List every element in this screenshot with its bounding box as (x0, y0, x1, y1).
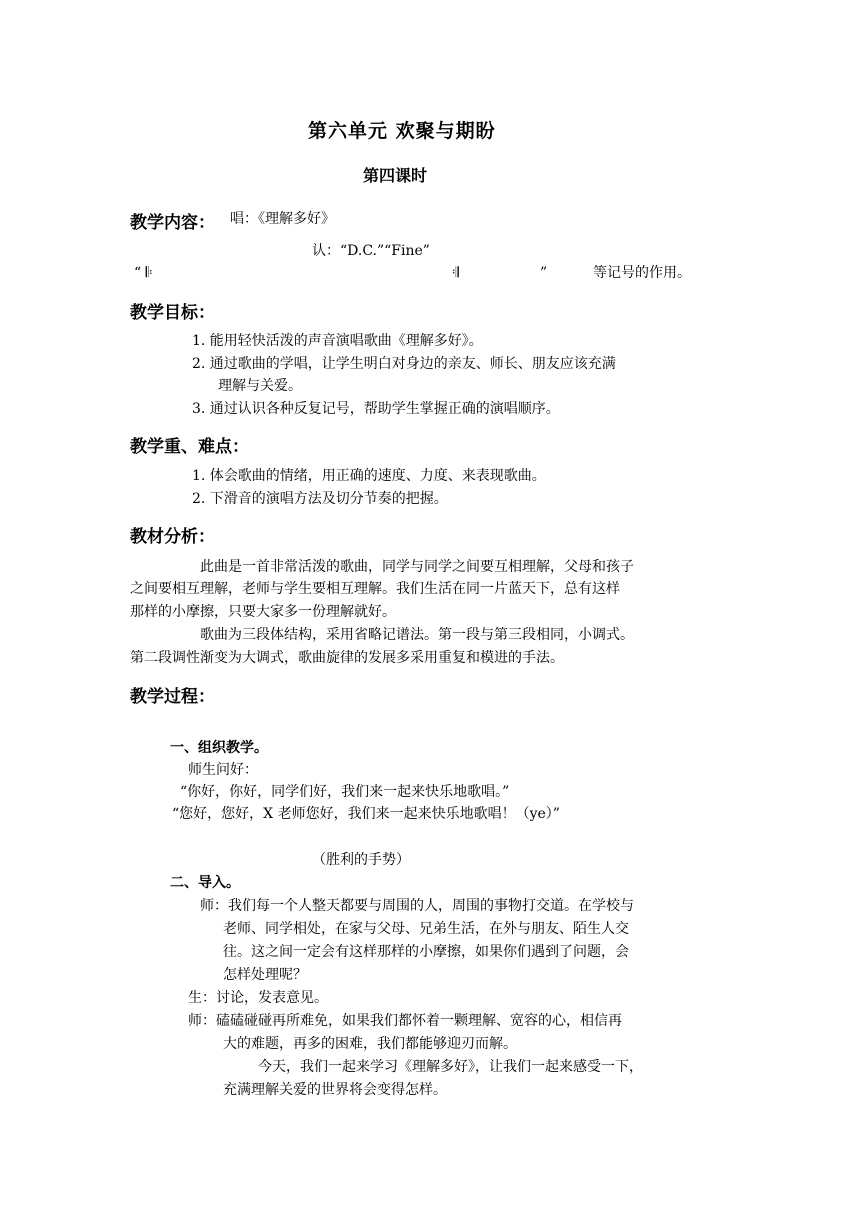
goal-item-continued: 理解与关爱。 (218, 378, 302, 394)
keypoints-heading: 教学重、难点： (130, 437, 249, 457)
process-line: 今天，我们一起来学习《理解多好》，让我们一起来感受一下， (258, 1059, 643, 1075)
content-recognize: 认：“D.C.”“Fine” (312, 243, 430, 259)
process-line: 生：讨论，发表意见。 (188, 990, 328, 1006)
analysis-line: 之间要相互理解，老师与学生要相互理解。我们生活在同一片蓝天下，总有这样 (130, 581, 620, 597)
process-line: 师：磕磕碰碰再所难免，如果我们都怀着一颗理解、宽容的心，相信再 (188, 1013, 622, 1029)
goal-item: 3. 通过认识各种反复记号，帮助学生掌握正确的演唱顺序。 (192, 401, 560, 417)
process-line: 充满理解关爱的世界将会变得怎样。 (223, 1082, 447, 1098)
goal-item: 1. 能用轻快活泼的声音演唱歌曲《理解多好》。 (192, 333, 483, 349)
section-title: 一、组织教学。 (170, 740, 268, 756)
process-line: “你好，你好，同学们好，我们来一起来快乐地歌唱。” (180, 784, 510, 800)
goal-item: 2. 通过歌曲的学唱，让学生明白对身边的亲友、师长、朋友应该充满 (192, 356, 616, 372)
process-line: 老师、同学相处，在家与父母、兄弟生活，在外与朋友、陌生人交 (223, 921, 629, 937)
analysis-line: 歌曲为三段体结构，采用省略记谱法。第一段与第三段相同，小调式。 (200, 627, 634, 643)
content-heading: 教学内容： (130, 213, 215, 233)
process-line: （胜利的手势） (312, 852, 410, 868)
quote-close: ” (540, 265, 548, 281)
page-title: 第六单元 欢聚与期盼 (308, 120, 496, 142)
process-heading: 教学过程： (130, 687, 215, 707)
section-title: 二、导入。 (170, 875, 240, 891)
repeat-sign-tail: 等记号的作用。 (593, 265, 691, 281)
process-line: 大的难题，再多的困难，我们都能够迎刃而解。 (223, 1036, 517, 1052)
process-line: 师生问好： (188, 762, 258, 778)
analysis-line: 那样的小摩擦，只要大家多一份理解就好。 (130, 604, 396, 620)
goals-heading: 教学目标： (130, 303, 215, 323)
repeat-sign-close: 𝄇 (452, 265, 459, 281)
process-line: 往。这之间一定会有这样那样的小摩擦，如果你们遇到了问题，会 (223, 944, 629, 960)
analysis-line: 第二段调性渐变为大调式，歌曲旋律的发展多采用重复和模进的手法。 (130, 650, 564, 666)
content-sing: 唱：《理解多好》 (230, 211, 335, 227)
lesson-subtitle: 第四课时 (363, 166, 428, 185)
process-line: 师：我们每一个人整天都要与周围的人，周围的事物打交道。在学校与 (200, 898, 634, 914)
repeat-sign-open: “ 𝄆 (134, 265, 153, 281)
keypoint-item: 1. 体会歌曲的情绪，用正确的速度、力度、来表现歌曲。 (192, 468, 546, 484)
analysis-line: 此曲是一首非常活泼的歌曲，同学与同学之间要互相理解，父母和孩子 (200, 559, 634, 575)
process-line: “您好，您好，X 老师您好，我们来一起来快乐地歌唱！（ye）” (172, 806, 560, 822)
keypoint-item: 2. 下滑音的演唱方法及切分节奏的把握。 (192, 491, 448, 507)
analysis-heading: 教材分析： (130, 527, 215, 547)
process-line: 怎样处理呢？ (223, 967, 307, 983)
